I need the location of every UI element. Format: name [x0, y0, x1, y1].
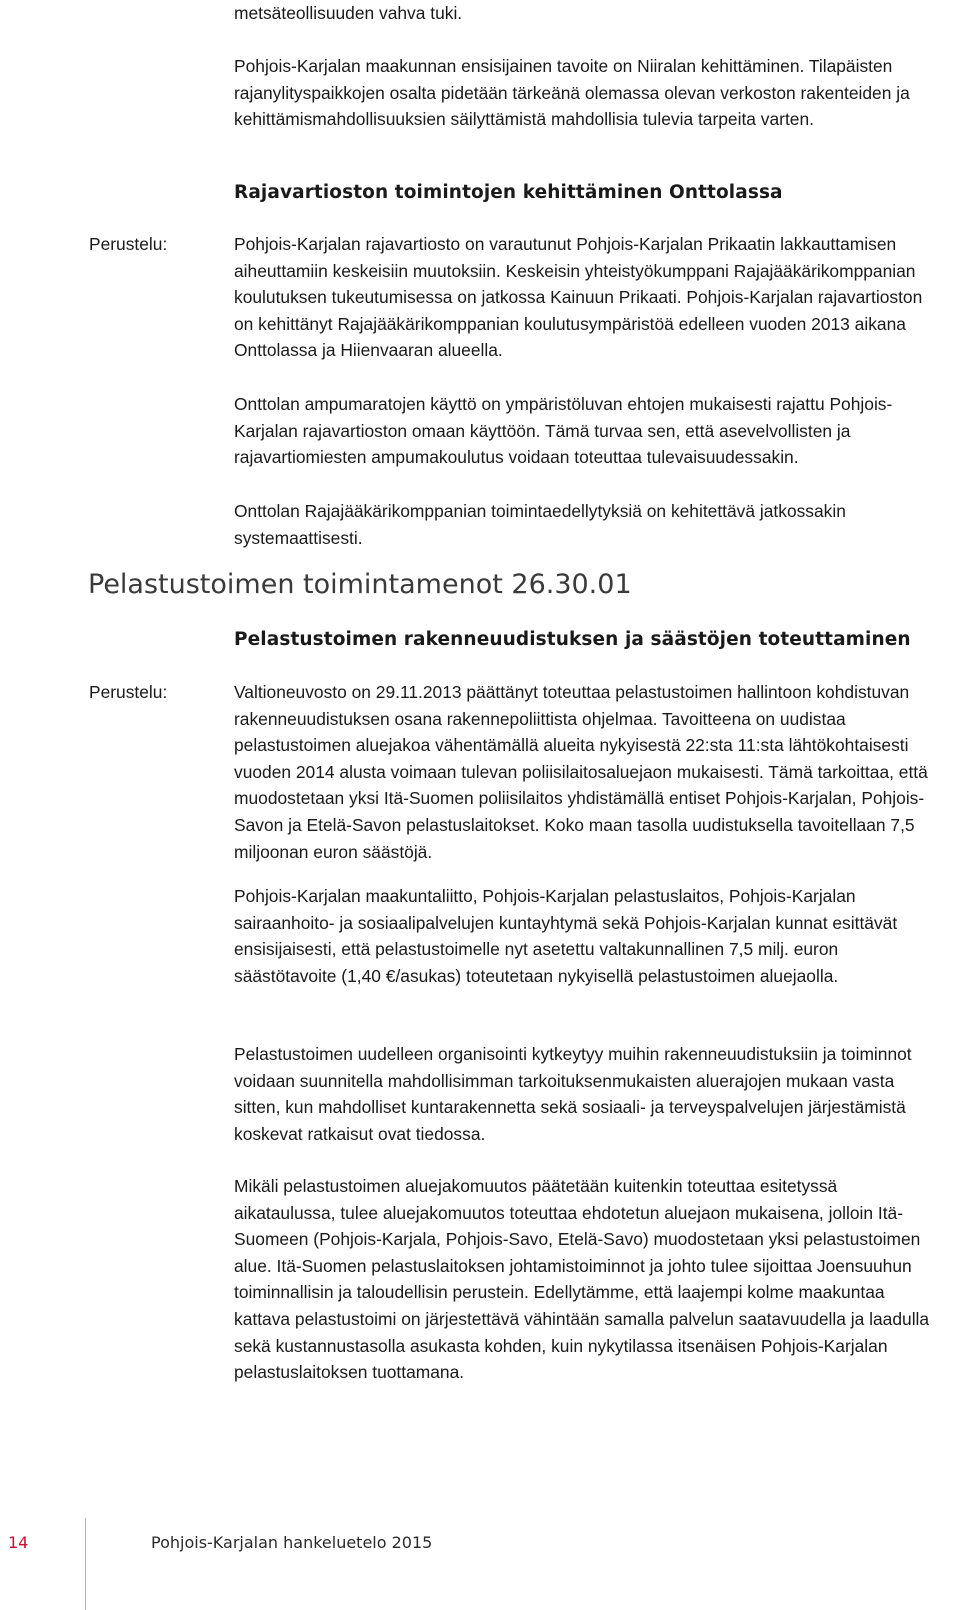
footer-publication-title: Pohjois-Karjalan hankeluetelo 2015 [151, 1533, 433, 1552]
perustelu-label: Perustelu: [89, 234, 168, 254]
page-number: 14 [8, 1533, 29, 1552]
body-paragraph: Onttolan Rajajääkärikomppanian toimintaedellytyksiä on kehitettävä jatkossakin systemaattisesti. [234, 501, 846, 548]
body-paragraph: Pelastustoimen uudelleen organisointi kytkeytyy muihin rakenneuudistuksiin ja toiminnot voidaan suunnitella mahdollisimman tarkoituksenmukaisten aluerajojen mukaan vasta sitten, kun mahdolliset kuntarakennetta sekä sosiaali- ja terveyspalvelujen järjestämistä koskevat ratkaisut ovat tiedossa. [234, 1044, 912, 1144]
subheading-pelastustoimen: Pelastustoimen rakenneuudistuksen ja säästöjen toteuttaminen [234, 629, 911, 650]
body-paragraph: Pohjois-Karjalan maakunnan ensisijainen tavoite on Niiralan kehittäminen. Tilapäisten rajanylityspaikkojen osalta pidetään tärkeänä olemassa olevan verkoston rakenteiden ja kehittämismahdollisuuksien säilyttämistä mahdollisia tulevia tarpeita varten. [234, 56, 910, 130]
body-paragraph: Pohjois-Karjalan rajavartiosto on varautunut Pohjois-Karjalan Prikaatin lakkauttamisen aiheuttamiin keskeisiin muutoksiin. Keskeisin yhteistyökumppani Rajajääkärikomppanian koulutuksen tukeutumisessa on jatkossa Kainuun Prikaati. Pohjois-Karjalan rajavartioston on kehittänyt Rajajääkärikomppanian koulutusympäristöä edelleen vuoden 2013 aikana Onttolassa ja Hiienvaaran alueella. [234, 234, 923, 361]
body-text-line: metsäteollisuuden vahva tuki. [234, 3, 463, 23]
body-paragraph: Pohjois-Karjalan maakuntaliitto, Pohjois-Karjalan pelastuslaitos, Pohjois-Karjalan sairaanhoito- ja sosiaalipalvelujen kuntayhtymä sekä Pohjois-Karjalan kunnat esittävät ensisijaisesti, että pelastustoimelle nyt asetettu valtakunnallinen 7,5 milj. euron säästötavoite (1,40 €/asukas) toteutetaan nykyisellä pelastustoimen aluejaolla. [234, 886, 898, 986]
section-title: Pelastustoimen toimintamenot 26.30.01 [88, 569, 632, 600]
perustelu-label: Perustelu: [89, 682, 168, 702]
body-paragraph: Onttolan ampumaratojen käyttö on ympäristöluvan ehtojen mukaisesti rajattu Pohjois-Karjalan rajavartioston omaan käyttöön. Tämä turvaa sen, että asevelvollisten ja rajavartiomiesten ampumakoulutus voidaan toteuttaa tulevaisuudessakin. [234, 394, 893, 468]
subheading-rajavartioston: Rajavartioston toimintojen kehittäminen Onttolassa [234, 182, 783, 203]
body-paragraph: Valtioneuvosto on 29.11.2013 päättänyt toteuttaa pelastustoimen hallintoon kohdistuvan rakenneuudistuksen osana rakennepoliittista ohjelmaa. Tavoitteena on uudistaa pelastustoimen aluejakoa vähentämällä alueita nykyisestä 22:sta 11:sta lähtökohtaisesti vuoden 2014 alusta voimaan tulevan poliisilaitosaluejaon mukaisesti. Tämä tarkoittaa, että muodostetaan yksi Itä-Suomen poliisilaitos yhdistämällä entiset Pohjois-Karjalan, Pohjois-Savon ja Etelä-Savon pelastuslaitokset. Koko maan tasolla uudistuksella tavoitellaan 7,5 miljoonan euron säästöjä. [234, 682, 928, 862]
body-paragraph: Mikäli pelastustoimen aluejakomuutos päätetään kuitenkin toteuttaa esitetyssä aikataulussa, tulee aluejakomuutos toteuttaa ehdotetun aluejaon mukaisena, jolloin Itä-Suomeen (Pohjois-Karjala, Pohjois-Savo, Etelä-Savo) muodostetaan yksi pelastustoimen alue. Itä-Suomen pelastuslaitoksen johtamistoiminnot ja johto tulee sijoittaa Joensuuhun toiminnallisin ja taloudellisin perustein. Edellytämme, että laajempi kolme maakuntaa kattava pelastustoimi on järjestettävä vähintään samalla palvelun saatavuudella ja laadulla sekä kustannustasolla asukasta kohden, kuin nykytilassa itsenäisen Pohjois-Karjalan pelastuslaitoksen tuottamana. [234, 1176, 930, 1383]
footer-divider [85, 1518, 86, 1610]
